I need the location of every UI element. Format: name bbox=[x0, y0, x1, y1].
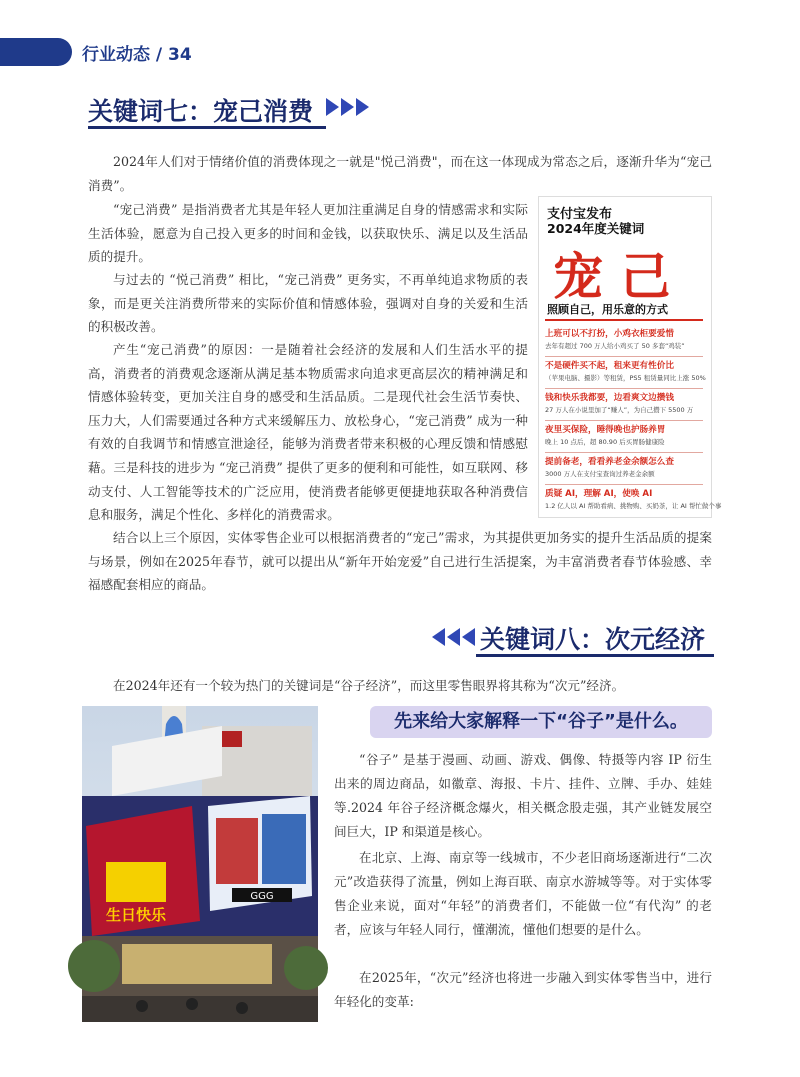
poster-row bbox=[545, 327, 703, 357]
anime-mall-photo bbox=[82, 706, 318, 1022]
arrow-left-icon bbox=[432, 628, 445, 646]
poster-row bbox=[545, 359, 706, 389]
store-sign: GGG bbox=[250, 891, 274, 902]
poster-row-divider bbox=[545, 452, 703, 453]
arrow-right-icon bbox=[326, 98, 339, 116]
poster-row-title: 钱和快乐我都要，边看爽文边攒钱 bbox=[545, 393, 674, 403]
keyword-7-underline bbox=[88, 126, 326, 129]
poster-row-sub: 晚上 10 点后，超 80.90 后买胃肠健康险 bbox=[545, 438, 665, 446]
poster-line-2: 2024年度关键词 bbox=[547, 221, 645, 236]
arrow-left-icon bbox=[462, 628, 475, 646]
poster-row-divider bbox=[545, 356, 703, 357]
poster-row-divider bbox=[545, 420, 703, 421]
kw7-paragraph-1: 2024年人们对于情绪价值的消费体现之一就是"悦己消费"，而在这一体现成为常态之后，逐渐升华为“宠己消费”。 bbox=[88, 154, 712, 193]
poster-row-sub: 1.2 亿人以 AI 帮助看病、挑物购、买奶茶，让 AI 帮忙做个事 bbox=[545, 502, 722, 510]
poster-row-divider bbox=[545, 388, 703, 389]
poster-row-title: 不是硬件买不起，租来更有性价比 bbox=[545, 361, 674, 371]
kw8-intro: 在2024年还有一个较为热门的关键词是“谷子经济”，而这里零售眼界将其称为“次元”经济。 bbox=[113, 678, 625, 693]
kw8-paragraph-3: 在2025年，“次元”经济也将进一步融入到实体零售当中，进行年轻化的变革: bbox=[334, 970, 712, 1009]
poster-row bbox=[545, 391, 703, 421]
kw7-paragraph-4: 产生“宠己消费”的原因：一是随着社会经济的发展和人们生活水平的提高，消费者的消费观念逐渐从满足基本物质需求向追求更高层次的精神满足和情感体验转变，更加关注自身的感受和生活品质。二是现代社会生活节奏快、压力大，人们需要通过各种方式来缓解压力、放松身心，“宠己消费” 成为一种有效的自我调节和情感宣泄途径，能够为消费者带来积极的心理反馈和情感慰藉。三是科技的进步为 “宠己消费” 提供了更多的便利和可能性，如互联网、移动支付、人工智能等技术的广泛应用，使消费者能够更便捷地获取各种消费信息和服务，满足个性化、多样化的消费需求。 bbox=[88, 342, 528, 523]
kw7-paragraph-2: “宠己消费” 是指消费者尤其是年轻人更加注重满足自身的情感需求和实际生活体验，愿意为自己投入更多的时间和金钱，以获取快乐、满足以及生活品质的提升。 bbox=[88, 202, 528, 265]
keyword-8-title: 关键词八：次元经济 bbox=[480, 625, 706, 654]
poster-big-word: 宠 己 bbox=[553, 248, 671, 306]
poster-divider bbox=[545, 319, 703, 321]
poster-row-sub: 3000 万人在支付宝查询过养老金余额 bbox=[545, 470, 655, 478]
arrow-left-icon bbox=[447, 628, 460, 646]
birthday-banner: 生日快乐 bbox=[105, 906, 167, 924]
poster-row-title: 提前备老，看看养老金余额怎么查 bbox=[545, 457, 674, 467]
arrow-right-icon bbox=[341, 98, 354, 116]
kw7-paragraph-3: 与过去的 “悦己消费” 相比，“宠己消费” 更务实，不再单纯追求物质的表象，而是更关注消费所带来的实际价值和情感体验，强调对自身的关爱和生活的积极改善。 bbox=[88, 272, 528, 335]
poster-row-title: 上班可以不打扮，小鸡衣柜要爱惜 bbox=[545, 329, 674, 339]
poster-row-title: 质疑 AI，理解 AI，使唤 AI bbox=[545, 489, 653, 499]
keyword-7-title: 关键词七：宠己消费 bbox=[88, 97, 314, 126]
page-header-label: 行业动态 / 34 bbox=[82, 45, 192, 65]
alipay-keyword-poster bbox=[538, 196, 722, 518]
poster-row bbox=[545, 423, 703, 453]
poster-line-1: 支付宝发布 bbox=[547, 207, 613, 222]
page-header-bar bbox=[0, 38, 72, 66]
poster-row-sub: 27 万人在小说里加了“赚人”，为自己攒下 5500 万 bbox=[545, 406, 694, 414]
kw8-paragraph-1: “谷子” 是基于漫画、动画、游戏、偶像、特摄等内容 IP 衍生出来的周边商品，如徽章、海报、卡片、挂件、立牌、手办、娃娃等.2024 年谷子经济概念爆火，相关概念股走强，其产业链发展空间巨大，IP 和渠道是核心。 bbox=[334, 752, 712, 839]
poster-row-title: 夜里买保险，睡得晚也护肠养胃 bbox=[545, 425, 666, 435]
storefront-illustration bbox=[82, 706, 318, 1022]
guzi-explain-callout: 先来给大家解释一下“谷子”是什么。 bbox=[370, 706, 712, 738]
kw7-paragraph-5: 结合以上三个原因，实体零售企业可以根据消费者的“宠己”需求，为其提供更加务实的提升生活品质的提案与场景，例如在2025年春节，就可以提出从“新年开始宠爱”自己进行生活提案，为丰富消费者春节体验感、幸福感配套相应的商品。 bbox=[88, 530, 712, 593]
poster-row bbox=[545, 487, 722, 517]
poster-slogan: 照顾自己，用乐意的方式 bbox=[547, 303, 668, 316]
poster-row-divider bbox=[545, 484, 703, 485]
poster-row bbox=[545, 455, 703, 485]
poster-row-sub: 去年有超过 700 万人给小鸡买了 50 多套“鸡装” bbox=[545, 342, 685, 350]
keyword-8-underline bbox=[476, 654, 714, 657]
poster-row-sub: （苹果电脑、摄影）等租赁，PS5 租赁量同比上涨 50% bbox=[545, 374, 706, 382]
arrow-right-icon bbox=[356, 98, 369, 116]
kw8-paragraph-2: 在北京、上海、南京等一线城市，不少老旧商场逐渐进行“二次元”改造获得了流量，例如上海百联、南京水游城等等。对于实体零售企业来说，面对“年轻”的消费者们，不能做一位“有代沟” 的老者，应该与年轻人同行，懂潮流，懂他们想要的是什么。 bbox=[334, 850, 712, 937]
